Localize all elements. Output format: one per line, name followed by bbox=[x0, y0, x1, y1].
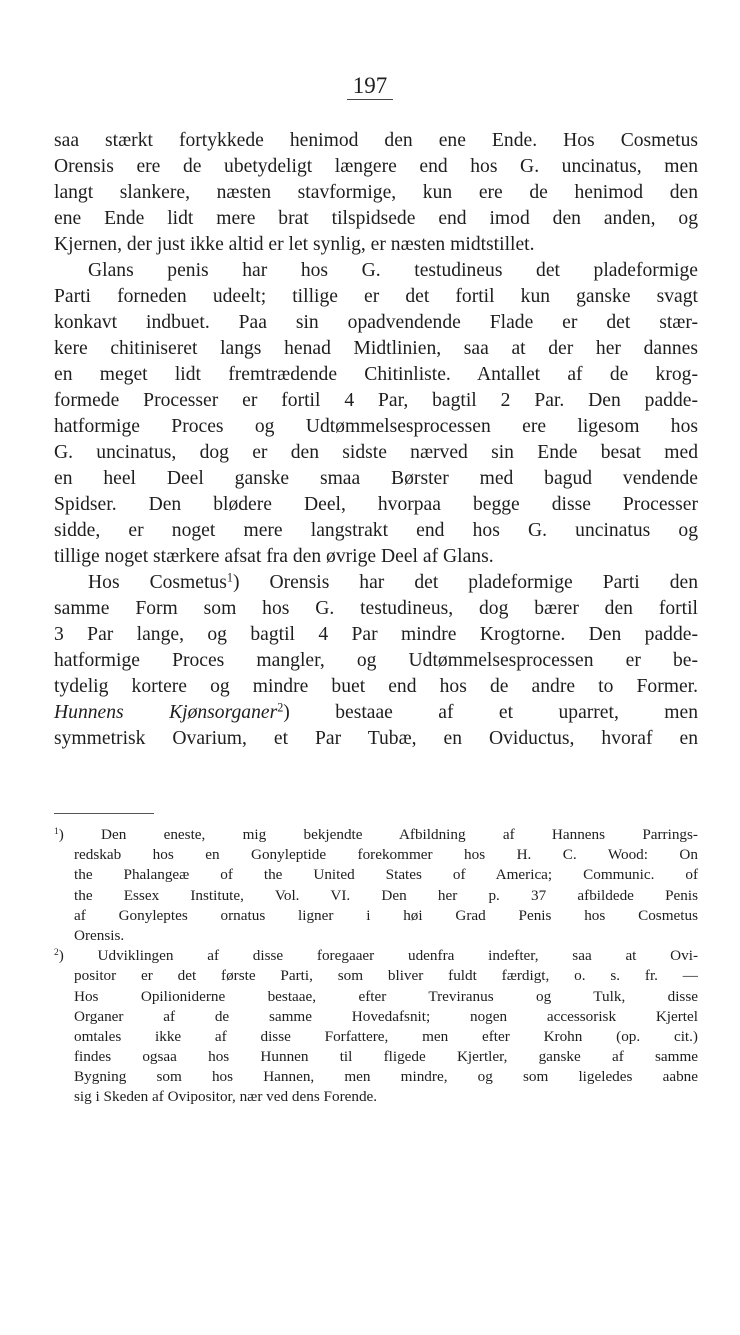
footnotes bbox=[54, 825, 698, 1108]
footnote-marker: 1 bbox=[54, 826, 59, 837]
footnote-line: Orensis. bbox=[74, 926, 125, 944]
footnote-line: omtales ikke af disse Forfattere, men efter Krohn (op. cit.) bbox=[74, 1027, 698, 1045]
footnote-divider bbox=[54, 813, 154, 814]
text-fragment: Hos Cosmetus bbox=[88, 572, 227, 593]
text-line: Parti forneden udeelt; tillige er det fortil kun ganske svagt bbox=[54, 286, 698, 307]
text-line: Spidser. Den blødere Deel, hvorpaa begge disse Processer bbox=[54, 494, 698, 515]
text-line: hatformige Proces og Udtømmelsesprocessen ere ligesom hos bbox=[54, 416, 698, 437]
footnote-line: $^1$) Den eneste, mig bekjendte Afbildning af Hannens Parrings- bbox=[54, 826, 698, 843]
body-text bbox=[54, 128, 698, 752]
text-line: tydelig kortere og mindre buet end hos de andre to Former. bbox=[54, 676, 698, 697]
footnote-line: af Gonyleptes ornatus ligner i høi Grad Penis hos Cosmetus bbox=[74, 906, 698, 924]
footnote-line: redskab hos en Gonyleptide forekommer hos H. C. Wood: On bbox=[74, 846, 698, 864]
text-line: symmetrisk Ovarium, et Par Tubæ, en Oviductus, hvoraf en bbox=[54, 728, 698, 749]
text-line: hatformige Proces mangler, og Udtømmelsesprocessen er be- bbox=[54, 650, 698, 671]
footnote-ref[interactable]: 2 bbox=[277, 700, 284, 715]
text-line bbox=[54, 700, 698, 726]
footnote-line: Bygning som hos Hannen, men mindre, og som ligeledes aabne bbox=[74, 1068, 698, 1086]
text-line: en heel Deel ganske smaa Børster med bagud vendende bbox=[54, 468, 698, 489]
footnote-marker: 2 bbox=[54, 947, 59, 958]
text-line: 3 Par lange, og bagtil 4 Par mindre Krogtorne. Den padde- bbox=[54, 624, 698, 645]
text-line: tillige noget stærkere afsat fra den øvrige Deel af Glans. bbox=[54, 546, 494, 567]
text-line: Glans penis har hos G. testudineus det pladeformige bbox=[88, 260, 698, 281]
footnote-line: Organer af de samme Hovedafsnit; nogen accessorisk Kjertel bbox=[74, 1007, 698, 1025]
text-line: sidde, er noget mere langstrakt end hos G. uncinatus og bbox=[54, 520, 698, 541]
footnote-line: findes ogsaa hos Hunnen til fligede Kjertler, ganske af samme bbox=[74, 1048, 698, 1066]
page-number: 197 bbox=[0, 72, 740, 100]
text-line: Orensis ere de ubetydeligt længere end hos G. uncinatus, men bbox=[54, 156, 698, 177]
footnote-line: the Phalangeæ of the United States of America; Communic. of bbox=[74, 866, 698, 884]
text-fragment: ) bestaae af et uparret, men bbox=[283, 702, 698, 723]
text-line: saa stærkt fortykkede henimod den ene Ende. Hos Cosmetus bbox=[54, 130, 698, 151]
footnote-line: positor er det første Parti, som bliver fuldt færdigt, o. s. fr. — bbox=[74, 967, 698, 985]
footnote-line: sig i Skeden af Ovipositor, nær ved dens Forende. bbox=[74, 1088, 378, 1106]
footnote-line: the Essex Institute, Vol. VI. Den her p. 37 afbildede Penis bbox=[74, 886, 698, 904]
text-fragment: ) Orensis har det pladeformige Parti den bbox=[232, 572, 698, 593]
text-line: konkavt indbuet. Paa sin opadvendende Flade er det stær- bbox=[54, 312, 698, 333]
text-line: langt slankere, næsten stavformige, kun ere de henimod den bbox=[54, 182, 698, 203]
text-line: ene Ende lidt mere brat tilspidsede end imod den anden, og bbox=[54, 208, 698, 229]
text-line: kere chitiniseret langs henad Midtlinien, saa at der her dannes bbox=[54, 338, 698, 359]
text-line bbox=[54, 570, 698, 596]
italic-heading: Hunnens Kjønsorganer bbox=[54, 702, 278, 723]
footnote-line: $^2$) Udviklingen af disse foregaaer udenfra indefter, saa at Ovi- bbox=[54, 947, 698, 965]
text-line: G. uncinatus, dog er den sidste nærved sin Ende besat med bbox=[54, 442, 698, 463]
text-line: Kjernen, der just ikke altid er let synlig, er næsten midtstillet. bbox=[54, 234, 535, 255]
text-line: en meget lidt fremtrædende Chitinliste. Antallet af de krog- bbox=[54, 364, 698, 385]
footnote-ref[interactable]: 1 bbox=[226, 570, 233, 585]
text-line: formede Processer er fortil 4 Par, bagtil 2 Par. Den padde- bbox=[54, 390, 698, 411]
text-line: samme Form som hos G. testudineus, dog bærer den fortil bbox=[54, 598, 698, 619]
footnote-line: Hos Opilioniderne bestaae, efter Treviranus og Tulk, disse bbox=[74, 987, 698, 1005]
